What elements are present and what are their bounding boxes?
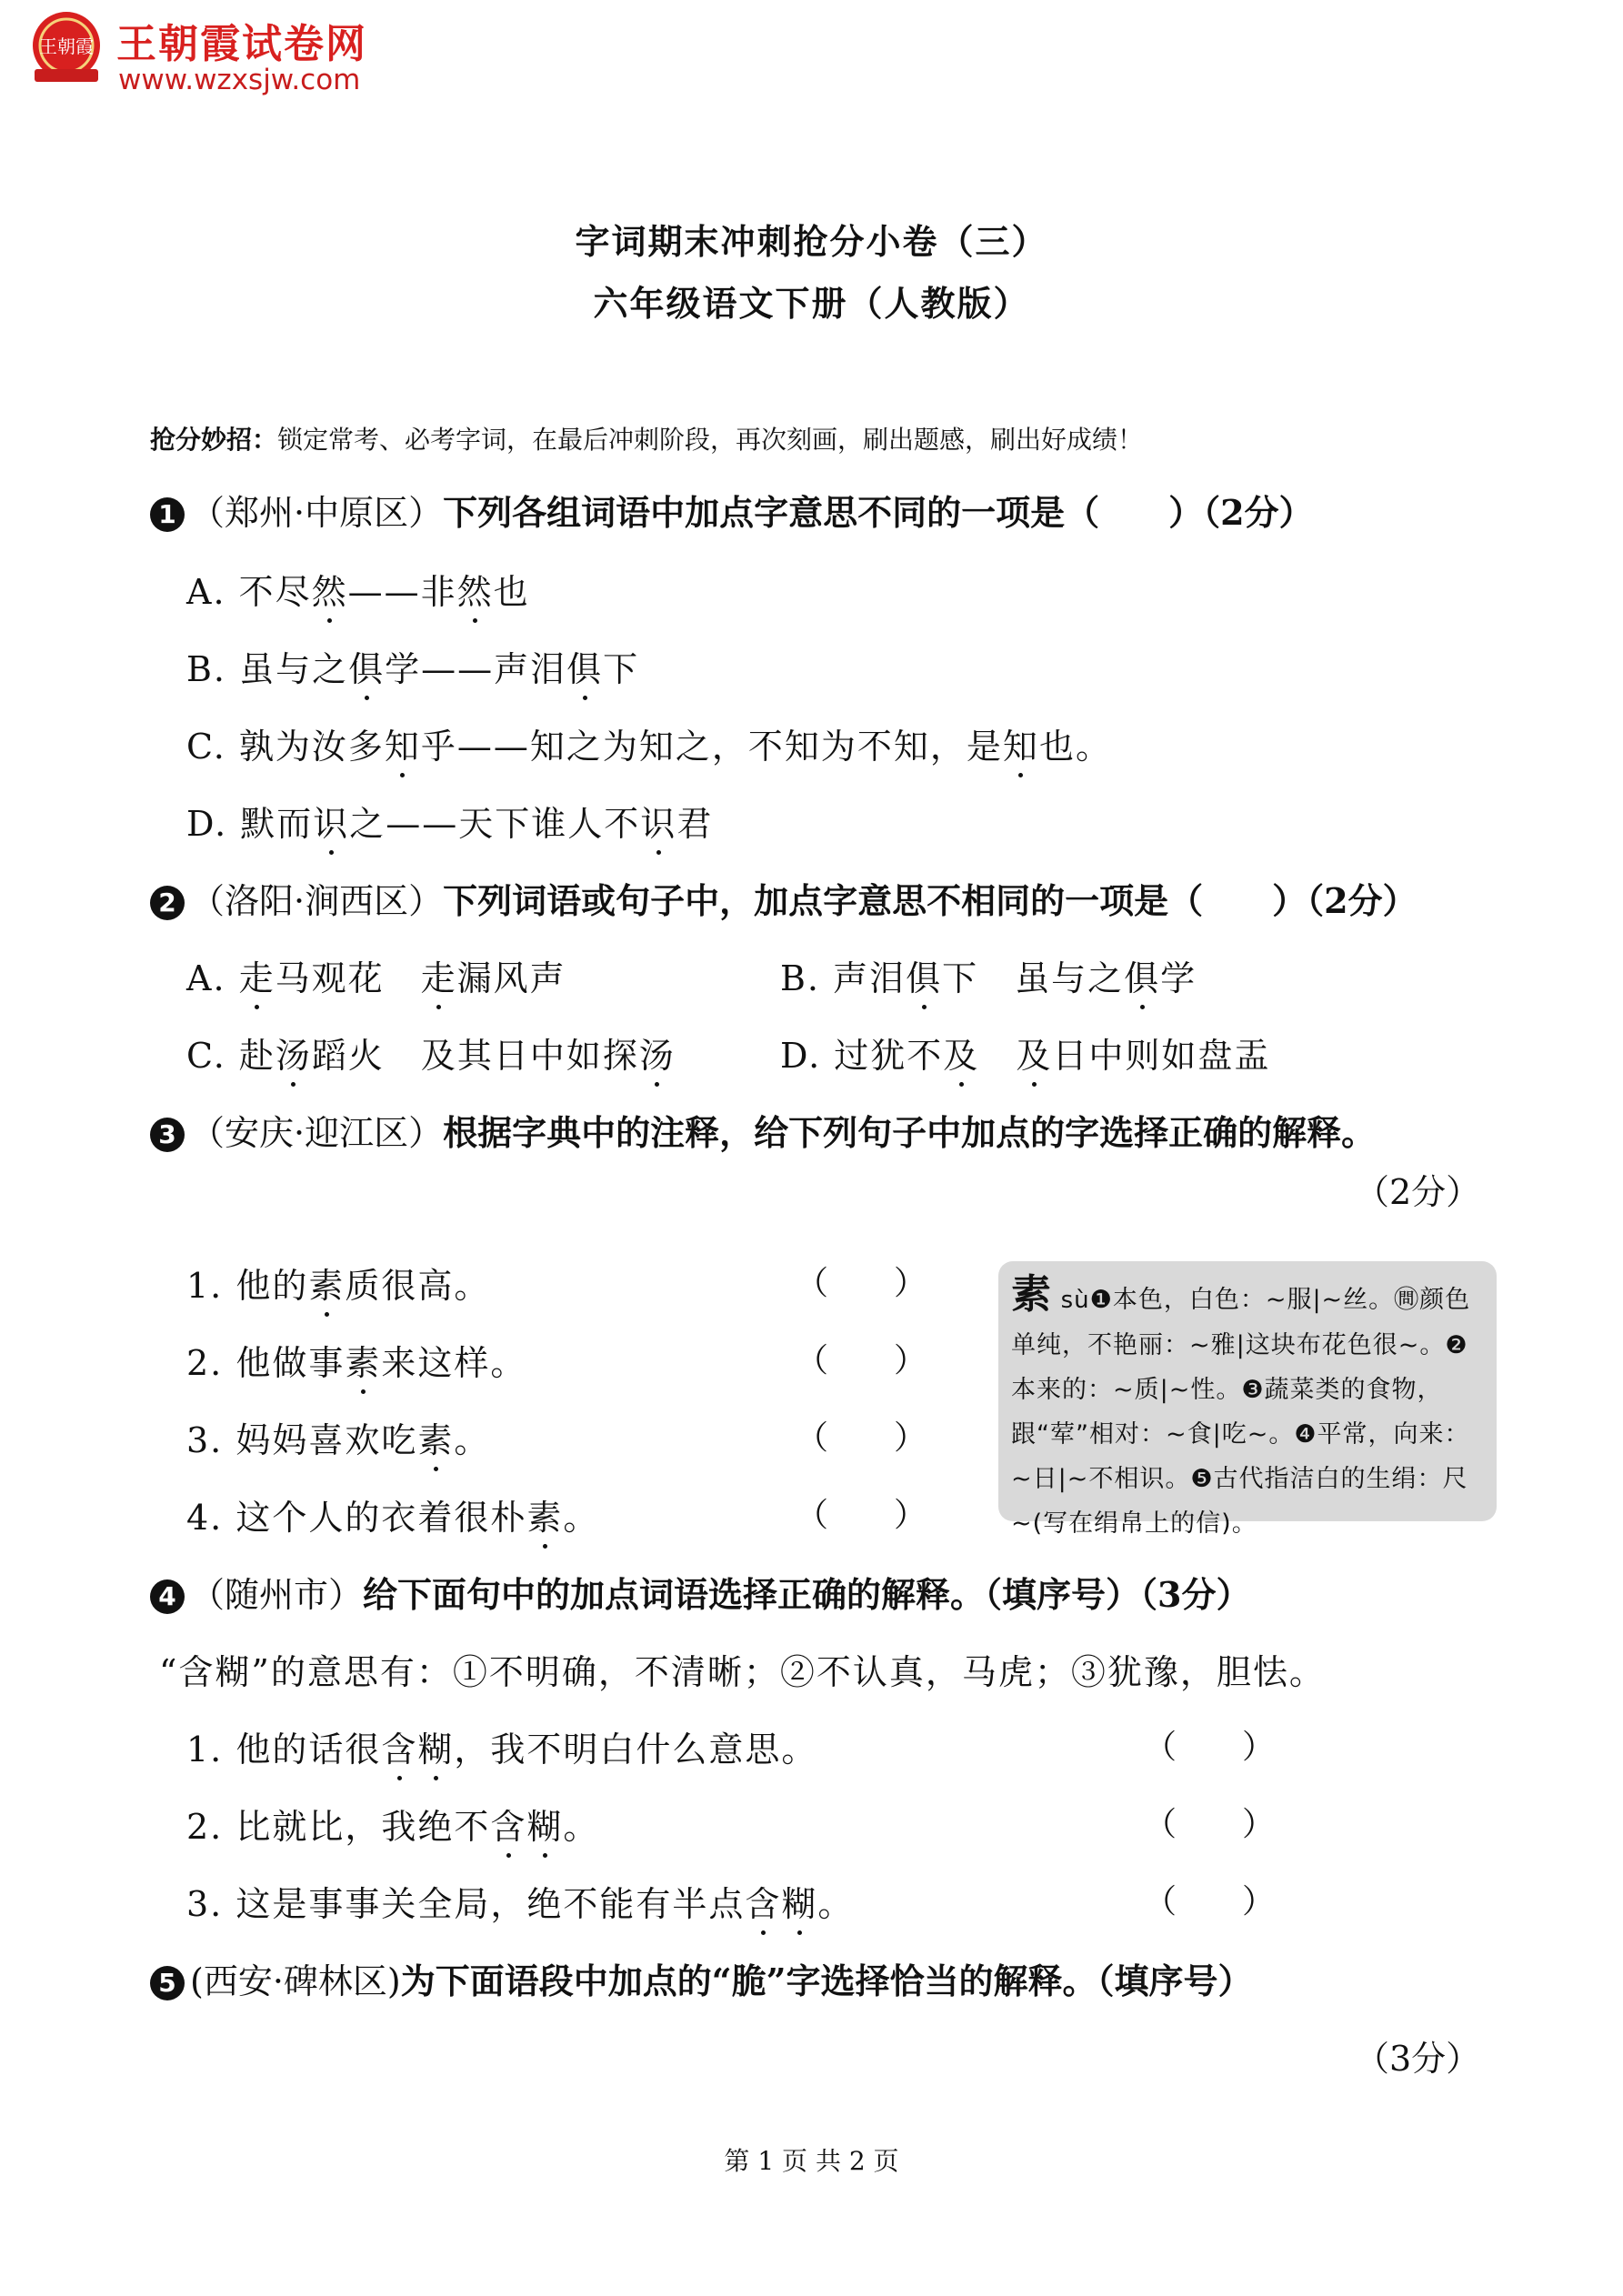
option-a: A. 不尽然——非然也	[186, 564, 530, 614]
page-footer: 第 1 页 共 2 页	[724, 2146, 899, 2176]
option-b: B. 虽与之俱学——声泪俱下	[186, 641, 639, 691]
option-d: D. 默而识之——天下谁人不识君	[186, 796, 713, 846]
list-item: 2. 他做事素来这样。	[186, 1335, 526, 1385]
dict-pinyin: sù	[1060, 1287, 1090, 1314]
answer-blank[interactable]: （ ）	[1144, 1729, 1276, 1766]
question-1	[150, 485, 1314, 535]
answer-blank[interactable]: （ ）	[796, 1419, 927, 1457]
tip-label: 抢分妙招：	[150, 425, 278, 455]
answer-blank[interactable]: （ ）	[1144, 1806, 1276, 1843]
list-item: 4. 这个人的衣着很朴素。	[186, 1489, 599, 1539]
question-source: （随州市）	[190, 1575, 364, 1615]
question-source: （安庆·迎江区）	[190, 1113, 444, 1153]
option-a: A. 走马观花 走漏风声	[186, 950, 566, 1000]
list-item: 3. 妈妈喜欢吃素。	[186, 1412, 490, 1462]
tip-line	[150, 420, 1143, 456]
question-stem: 下列词语或句子中，加点字意思不相同的一项是（ ）（2分）	[443, 880, 1418, 921]
list-item: 2. 比就比，我绝不含糊。	[186, 1799, 599, 1849]
list-item: 1. 他的话很含糊，我不明白什么意思。	[186, 1721, 817, 1771]
question-3	[150, 1105, 1376, 1155]
question-number: 2	[150, 886, 185, 920]
question-stem: 给下面句中的加点词语选择正确的解释。（填序号）（3分）	[363, 1574, 1251, 1615]
question-number: 3	[150, 1118, 185, 1152]
option-d: D. 过犹不及 及日中则如盘盂	[780, 1028, 1270, 1078]
question-number: 1	[150, 497, 185, 532]
list-item: 1. 他的素质很高。	[186, 1258, 490, 1308]
question-number: 5	[150, 1966, 185, 2000]
answer-blank[interactable]: （ ）	[796, 1265, 927, 1302]
question-intro: “含糊”的意思有：①不明确，不清晰；②不认真，马虎；③犹豫，胆怯。	[159, 1652, 1326, 1692]
question-score: （2分）	[1355, 1172, 1481, 1212]
option-c: C. 赴汤蹈火 及其日中如探汤	[186, 1028, 676, 1078]
list-item: 3. 这是事事关全局，绝不能有半点含糊。	[186, 1876, 854, 1926]
dictionary-box	[998, 1261, 1497, 1538]
option-c: C. 孰为汝多知乎——知之为知之，不知为不知，是知也。	[186, 718, 1112, 768]
answer-blank[interactable]: （ ）	[796, 1342, 927, 1379]
question-stem: 根据字典中的注释，给下列句子中加点的字选择正确的解释。	[443, 1112, 1377, 1153]
tip-text: 锁定常考、必考字词，在最后冲刺阶段，再次刻画，刷出题感，刷出好成绩！	[277, 425, 1144, 455]
brand-logo-icon	[27, 9, 105, 87]
answer-blank[interactable]: （ ）	[1144, 1883, 1276, 1920]
question-source: （郑州·中原区）	[190, 493, 444, 533]
page-title: 字词期末冲刺抢分小卷（三）	[575, 221, 1048, 262]
brand-badge-text: 王朝霞	[39, 35, 94, 57]
brand-name[interactable]: 王朝霞试卷网	[116, 21, 367, 67]
question-5	[150, 1953, 1252, 2003]
question-number: 4	[150, 1579, 185, 1614]
question-score: （3分）	[1355, 2039, 1481, 2079]
dict-headword: 素	[1011, 1271, 1052, 1318]
question-stem: 下列各组词语中加点字意思不同的一项是（ ）（2分）	[443, 492, 1314, 533]
question-stem: 为下面语段中加点的“脆”字选择恰当的解释。（填序号）	[400, 1960, 1253, 2001]
question-source: （洛阳·涧西区）	[190, 881, 444, 921]
answer-blank[interactable]: （ ）	[796, 1497, 927, 1534]
option-b: B. 声泪俱下 虽与之俱学	[780, 950, 1197, 1000]
question-4	[150, 1567, 1250, 1617]
dict-body: ❶本色，白色：~服|~丝。㉄颜色单纯，不艳丽：~雅|这块布花色很~。❷本来的：~质|~性。❸蔬菜类的食物，跟“荤”相对：~食|吃~。❹平常，向来：~日|~不相识。❺古代指洁白的生绢：尺~(写在绢帛上的信)。	[1011, 1286, 1471, 1538]
question-2	[150, 873, 1418, 923]
page-subtitle: 六年级语文下册（人教版）	[593, 283, 1030, 324]
question-source: (西安·碑林区)	[190, 1961, 401, 2001]
brand-url[interactable]: www.wzxsjw.com	[118, 64, 361, 96]
